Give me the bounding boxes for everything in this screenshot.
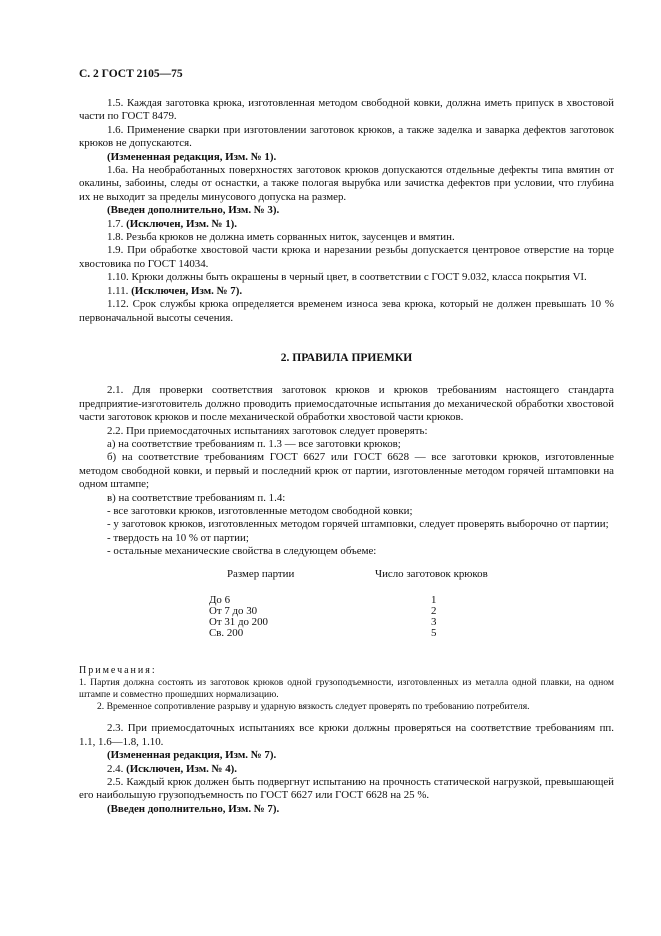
clause-1-7 bbox=[79, 218, 614, 231]
table-cell-size: От 7 до 30 bbox=[209, 604, 258, 617]
dash-item: - у заготовок крюков, изготовленных методом горячей штамповки, следует проверять выборочно от партии; bbox=[107, 518, 609, 531]
table-row bbox=[79, 627, 614, 638]
dash-item: - все заготовки крюков, изготовленные методом свободной ковки; bbox=[107, 504, 413, 517]
section-title: 2. ПРАВИЛА ПРИЕМКИ bbox=[280, 351, 413, 364]
amendment-note: (Измененная редакция, Изм. № 7). bbox=[107, 749, 277, 762]
table-cell-count: 3 bbox=[431, 615, 437, 628]
list-item-v: в) на соответствие требованиям п. 1.4: bbox=[107, 491, 286, 504]
clause-1-5: 1.5. Каждая заготовка крюка, изготовленная методом свободной ковки, должна иметь припуск в хвостовой части по ГОСТ 8479. bbox=[79, 97, 614, 123]
document-body bbox=[79, 97, 614, 816]
amendment-note: (Введен дополнительно, Изм. № 3). bbox=[107, 204, 280, 217]
table-cell-size: До 6 bbox=[209, 593, 231, 606]
amendment-note: (Введен дополнительно, Изм. № 7). bbox=[107, 802, 280, 815]
clause-1-9: 1.9. При обработке хвостовой части крюка и нарезании резьбы допускается центровое отверстие на торце хвостовика по ГОСТ 14034. bbox=[79, 244, 614, 270]
clause-1-6: 1.6. Применение сварки при изготовлении заготовок крюков, а также заделка и заварка дефектов заготовок крюков не допускаются. bbox=[79, 123, 614, 150]
table-row bbox=[79, 594, 614, 605]
table-cell-count: 1 bbox=[431, 593, 437, 606]
table-row bbox=[79, 616, 614, 627]
clause-1-10: 1.10. Крюки должны быть окрашены в черный цвет, в соответствии с ГОСТ 9.032, класса покрытия VI. bbox=[107, 271, 587, 284]
clause-1-11 bbox=[79, 285, 614, 298]
clause-1-8: 1.8. Резьба крюков не должна иметь сорванных ниток, заусенцев и вмятин. bbox=[107, 231, 455, 244]
note-2: 2. Временное сопротивление разрыву и ударную вязкость следует проверять по требованию потребителя. bbox=[97, 700, 530, 712]
clause-excluded: (Исключен, Изм. № 1). bbox=[126, 217, 238, 230]
dash-item: - твердость на 10 % от партии; bbox=[107, 531, 249, 544]
clause-excluded: (Исключен, Изм. № 4). bbox=[126, 762, 238, 775]
notes-title: Примечания: bbox=[79, 664, 157, 676]
table-row bbox=[79, 605, 614, 616]
clause-2-1: 2.1. Для проверки соответствия заготовок крюков и крюков требованиям настоящего стандарта предприятие-изготовитель должно проводить приемосдаточные испытания до механической обработки хвостовой части заготовок крюков и после механической обработки хвостовой части крюков. bbox=[79, 384, 614, 424]
clause-number: 2.4. bbox=[107, 762, 124, 775]
list-item-b: б) на соответствие требованиям ГОСТ 6627 или ГОСТ 6628 — все заготовки крюков, изготовленные методом свободной ковки, и первый и последний крюк от партии, изготовленные методом горячей штамповки на одном штампе; bbox=[79, 451, 614, 491]
dash-item: - остальные механические свойства в следующем объеме: bbox=[107, 545, 377, 558]
clause-excluded: (Исключен, Изм. № 7). bbox=[131, 284, 243, 297]
table-cell-count: 2 bbox=[431, 604, 437, 617]
clause-1-6a: 1.6а. На необработанных поверхностях заготовок крюков допускаются отдельные дефекты типа вмятин от окалины, забоины, следы от оснастки, а также пологая вырубка или зачистка дефектов при условии, что глубина их не выходит за пределы минусового допуска на размер. bbox=[79, 164, 614, 203]
batch-size-table bbox=[79, 568, 614, 654]
clause-number: 1.11. bbox=[107, 284, 129, 297]
clause-2-4 bbox=[79, 763, 614, 776]
table-header-batch-size: Размер партии bbox=[227, 567, 295, 580]
clause-1-12: 1.12. Срок службы крюка определяется временем износа зева крюка, который не должен превышать 10 % первоначальной высоты сечения. bbox=[79, 298, 614, 324]
table-cell-size: Св. 200 bbox=[209, 626, 244, 639]
amendment-note: (Измененная редакция, Изм. № 1). bbox=[107, 150, 277, 163]
note-1: 1. Партия должна состоять из заготовок крюков одной грузоподъемности, изготовленных из металла одной плавки, на одном штампе и совместно прошедших нормализацию. bbox=[79, 677, 614, 700]
clause-number: 1.7. bbox=[107, 217, 124, 230]
page-header: С. 2 ГОСТ 2105—75 bbox=[79, 68, 183, 80]
clause-2-2: 2.2. При приемосдаточных испытаниях заготовок следует проверять: bbox=[107, 424, 428, 437]
list-item-a: а) на соответствие требованиям п. 1.3 — все заготовки крюков; bbox=[107, 437, 401, 450]
clause-2-5: 2.5. Каждый крюк должен быть подвергнут испытанию на прочность статической нагрузкой, превышающей его наибольшую грузоподъемность по ГОСТ 6627 или ГОСТ 6628 на 25 %. bbox=[79, 776, 614, 802]
table-cell-size: От 31 до 200 bbox=[209, 615, 269, 628]
table-header-count: Число заготовок крюков bbox=[375, 567, 488, 580]
clause-2-3: 2.3. При приемосдаточных испытаниях все крюки должны проверяться на соответствие требованиям пп. 1.1, 1.6—1.8, 1.10. bbox=[79, 722, 614, 748]
table-cell-count: 5 bbox=[431, 626, 437, 639]
